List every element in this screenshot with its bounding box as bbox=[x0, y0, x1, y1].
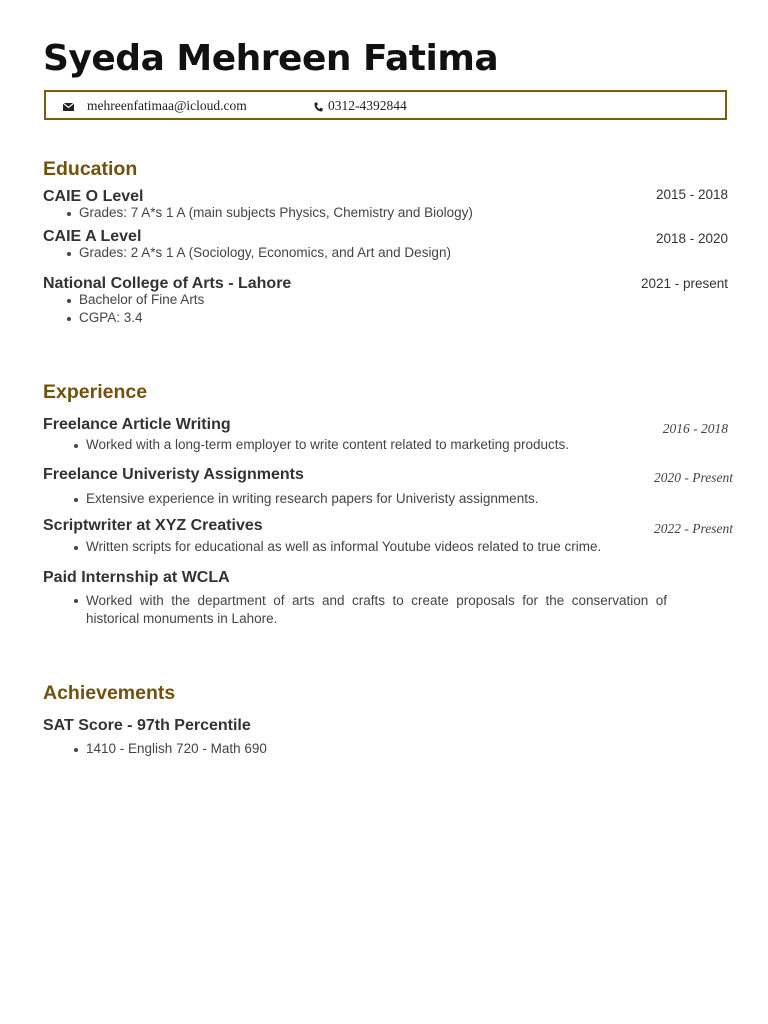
phone-number: 0312-4392844 bbox=[328, 98, 407, 113]
contact-bar bbox=[44, 90, 727, 120]
entry-bullet: Grades: 2 A*s 1 A (Sociology, Economics, and Art and Design) bbox=[79, 245, 451, 260]
entry-title: National College of Arts - Lahore bbox=[43, 275, 292, 292]
entry-title: SAT Score - 97th Percentile bbox=[43, 717, 251, 734]
section-heading-experience: Experience bbox=[43, 381, 148, 403]
entry-date: 2016 - 2018 bbox=[662, 421, 728, 436]
entry-date: 2020 - Present bbox=[654, 470, 733, 485]
email-link[interactable]: mehreenfatimaa@icloud.com bbox=[87, 98, 247, 113]
entry-date: 2021 - present bbox=[640, 276, 728, 291]
section-heading-education: Education bbox=[43, 158, 138, 180]
entry-title: Scriptwriter at XYZ Creatives bbox=[43, 517, 263, 534]
phone-icon bbox=[314, 102, 323, 112]
entry-date: 2018 - 2020 bbox=[655, 231, 728, 246]
entry-title: Freelance Univeristy Assignments bbox=[43, 466, 304, 483]
entry-bullet: Worked with a long-term employer to write content related to marketing products. bbox=[86, 437, 569, 452]
entry-title: Freelance Article Writing bbox=[43, 416, 231, 433]
entry-bullet: Extensive experience in writing research papers for Univeristy assignments. bbox=[86, 491, 539, 506]
entry-bullet: Grades: 7 A*s 1 A (main subjects Physics, Chemistry and Biology) bbox=[79, 205, 473, 220]
entry-bullet: Worked with the department of arts and crafts to create proposals for the conservation of historical monuments in Lahore. bbox=[86, 593, 667, 626]
entry-bullet: CGPA: 3.4 bbox=[79, 310, 143, 325]
entry-title: CAIE A Level bbox=[43, 228, 142, 245]
entry-bullet: Bachelor of Fine Arts bbox=[79, 292, 205, 307]
entry-date: 2022 - Present bbox=[654, 521, 733, 536]
section-heading-achievements: Achievements bbox=[43, 682, 176, 704]
envelope-icon bbox=[63, 103, 74, 111]
entry-bullet: Written scripts for educational as well as informal Youtube videos related to true crime. bbox=[86, 539, 602, 554]
entry-bullet: 1410 - English 720 - Math 690 bbox=[86, 741, 267, 756]
entry-title: Paid Internship at WCLA bbox=[43, 569, 230, 586]
entry-date: 2015 - 2018 bbox=[655, 187, 728, 202]
resume-name: Syeda Mehreen Fatima bbox=[43, 38, 499, 79]
entry-title: CAIE O Level bbox=[43, 188, 144, 205]
